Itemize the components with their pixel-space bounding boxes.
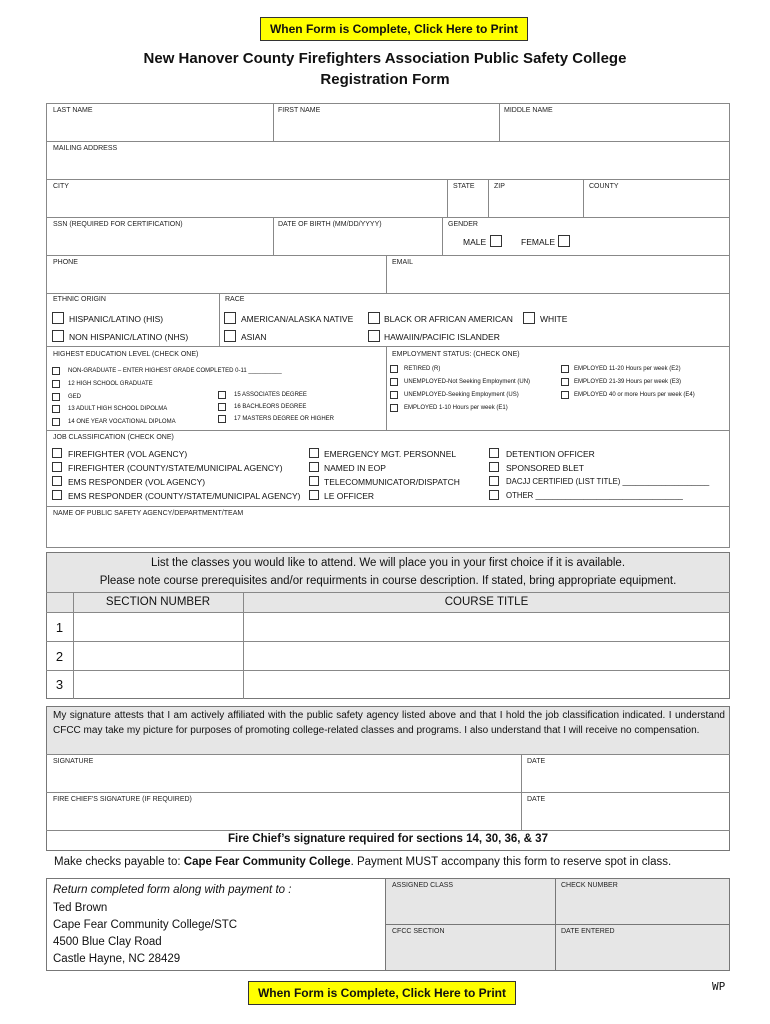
signature-date-field[interactable] [522,767,728,791]
signature-date-label: DATE [527,758,546,765]
non-hispanic-label: NON HISPANIC/LATINO (NHS) [69,332,189,342]
emp-e4-label: EMPLOYED 40 or more Hours per week (E4) [574,392,695,398]
emp-e2-label: EMPLOYED 11-20 Hours per week (E2) [574,366,681,372]
phone-field[interactable] [48,268,385,292]
job-other-label: OTHER __________________________________ [506,491,683,500]
emp-us-checkbox[interactable] [390,391,398,399]
edu-ged-label: GED [68,394,82,400]
class-row-3-number: 3 [55,677,64,692]
race-white-label: WHITE [540,314,568,324]
hispanic-checkbox[interactable] [52,312,64,324]
signature-field[interactable] [48,767,520,791]
course-title-field-1[interactable] [245,614,728,640]
education-label: HIGHEST EDUCATION LEVEL (CHECK ONE) [53,351,199,358]
zip-field[interactable] [489,192,582,216]
edu-bachelors-checkbox[interactable] [218,403,226,411]
race-hawaiian-label: HAWAIIN/PACIFIC ISLANDER [384,332,500,342]
job-emergency-mgt-label: EMERGENCY MGT. PERSONNEL [324,449,457,459]
race-white-checkbox[interactable] [523,312,535,324]
male-label: MALE [463,237,487,247]
race-asian-label: ASIAN [241,332,267,342]
section-number-header: SECTION NUMBER [105,596,211,608]
job-ff-county-checkbox[interactable] [52,462,62,472]
course-title-field-2[interactable] [245,643,728,669]
job-ff-vol-checkbox[interactable] [52,448,62,458]
ethnic-origin-label: ETHNIC ORIGIN [53,296,106,303]
assigned-class-label: ASSIGNED CLASS [392,882,454,889]
cfcc-section-label: CFCC SECTION [392,928,445,935]
female-label: FEMALE [521,237,556,247]
signature-label: SIGNATURE [53,758,94,765]
classes-intro-line1: List the classes you would like to attend. We will place you in your first choice if it is available. [150,557,626,569]
payment-payee: Cape Fear Community College [183,856,351,868]
payment-suffix: . Payment MUST accompany this form to reserve spot in class. [350,856,672,868]
emp-e1-label: EMPLOYED 1-10 Hours per week (E1) [404,405,508,411]
job-eop-checkbox[interactable] [309,462,319,472]
job-ems-vol-label: EMS RESPONDER (VOL AGENCY) [68,477,206,487]
first-name-field[interactable] [274,116,498,140]
job-detention-checkbox[interactable] [489,448,499,458]
edu-ged-checkbox[interactable] [52,393,60,401]
mailing-address-label: MAILING ADDRESS [53,145,118,152]
job-le-officer-label: LE OFFICER [324,491,375,501]
dob-label: DATE OF BIRTH (MM/DD/YYYY) [278,221,382,228]
footer-code: WP [712,980,726,993]
job-blet-checkbox[interactable] [489,462,499,472]
non-hispanic-checkbox[interactable] [52,330,64,342]
emp-e1-checkbox[interactable] [390,404,398,412]
chief-date-label: DATE [527,796,546,803]
job-other-checkbox[interactable] [489,490,499,500]
mailing-address-field[interactable] [48,154,728,178]
class-row-1-number: 1 [55,620,64,635]
zip-label: ZIP [494,183,505,190]
female-checkbox[interactable] [558,235,570,247]
edu-nongrad-checkbox[interactable] [52,367,60,375]
hispanic-label: HISPANIC/LATINO (HIS) [69,314,164,324]
job-dacjj-checkbox[interactable] [489,476,499,486]
check-number-label: CHECK NUMBER [561,882,618,889]
middle-name-label: MIDDLE NAME [504,107,553,114]
state-label: STATE [453,183,475,190]
job-emergency-mgt-checkbox[interactable] [309,448,319,458]
form-subtitle: Registration Form [320,71,450,88]
job-detention-label: DETENTION OFFICER [506,449,595,459]
date-entered-label: DATE ENTERED [561,928,615,935]
job-classification-label: JOB CLASSIFICATION (CHECK ONE) [53,434,174,441]
first-name-label: FIRST NAME [278,107,321,114]
emp-e3-checkbox[interactable] [561,378,569,386]
last-name-field[interactable] [48,116,272,140]
form-title: New Hanover County Firefighters Association Public Safety College [143,50,627,67]
job-ff-county-label: FIREFIGHTER (COUNTY/STATE/MUNICIPAL AGENCY) [68,463,283,473]
last-name-label: LAST NAME [53,107,93,114]
male-checkbox[interactable] [490,235,502,247]
county-field[interactable] [584,192,728,216]
job-ems-county-label: EMS RESPONDER (COUNTY/STATE/MUNICIPAL AGENCY) [68,491,301,501]
course-title-header: COURSE TITLE [444,596,529,608]
edu-adult-hs-label: 13 ADULT HIGH SCHOOL DIPOLMA [68,406,168,412]
return-heading: Return completed form along with payment to : [53,884,292,896]
edu-bachelors-label: 16 BACHLEORS DEGREE [234,404,307,410]
print-button-top[interactable]: When Form is Complete, Click Here to Print [260,17,528,41]
job-eop-label: NAMED IN EOP [324,463,386,473]
edu-hs-label: 12 HIGH SCHOOL GRADUATE [68,381,153,387]
class-row-2-number: 2 [55,649,64,664]
dob-field[interactable] [274,230,441,254]
course-title-field-3[interactable] [245,672,728,698]
signature-statement: My signature attests that I am actively affiliated with the public safety agency listed above and that I hold the job classification indicated. I understand CFCC may take my picture for purposes of promoting college-related classes and programs. I also understand that I will receive no compensation. [53,710,725,736]
race-black-label: BLACK OR AFRICAN AMERICAN [384,314,513,324]
classes-intro-line2: Please note course prerequisites and/or requirments in course description. If stated, bring appropriate equipment. [99,575,677,587]
edu-masters-checkbox[interactable] [218,415,226,423]
emp-e3-label: EMPLOYED 21-39 Hours per week (E3) [574,379,682,385]
payment-note [54,856,671,868]
edu-associates-checkbox[interactable] [218,391,226,399]
ssn-field[interactable] [48,230,272,254]
return-line-2: Cape Fear Community College/STC [53,919,238,931]
agency-field[interactable] [48,520,728,546]
emp-e2-checkbox[interactable] [561,365,569,373]
city-label: CITY [53,183,69,190]
ssn-label: SSN (REQUIRED FOR CERTIFICATION) [53,221,183,228]
agency-label: NAME OF PUBLIC SAFETY AGENCY/DEPARTMENT/TEAM [53,510,244,517]
return-line-1: Ted Brown [53,902,108,914]
emp-retired-checkbox[interactable] [390,365,398,373]
race-label: RACE [225,296,245,303]
email-label: EMAIL [392,259,414,266]
city-field[interactable] [48,192,446,216]
job-le-officer-checkbox[interactable] [309,490,319,500]
job-ff-vol-label: FIREFIGHTER (VOL AGENCY) [68,449,188,459]
chief-signature-label: FIRE CHIEF'S SIGNATURE (IF REQUIRED) [53,796,192,803]
job-blet-label: SPONSORED BLET [506,463,584,473]
gender-label: GENDER [448,221,478,228]
employment-label: EMPLOYMENT STATUS: (CHECK ONE) [392,351,520,358]
emp-un-checkbox[interactable] [390,378,398,386]
race-black-checkbox[interactable] [368,312,380,324]
edu-adult-hs-checkbox[interactable] [52,405,60,413]
race-hawaiian-checkbox[interactable] [368,330,380,342]
edu-masters-label: 17 MASTERS DEGREE OR HIGHER [234,416,335,422]
emp-retired-label: RETIRED (R) [404,366,441,372]
print-button-bottom[interactable]: When Form is Complete, Click Here to Print [248,981,516,1005]
race-asian-checkbox[interactable] [224,330,236,342]
job-ems-vol-checkbox[interactable] [52,476,62,486]
payment-prefix: Make checks payable to: [54,856,184,868]
race-native-checkbox[interactable] [224,312,236,324]
emp-un-label: UNEMPLOYED-Not Seeking Employment (UN) [404,379,531,385]
section-number-field-3[interactable] [75,672,241,698]
county-label: COUNTY [589,183,619,190]
section-number-field-1[interactable] [75,614,241,640]
emp-us-label: UNEMPLOYED-Seeking Employment (US) [404,392,519,398]
chief-signature-field[interactable] [48,805,520,829]
middle-name-field[interactable] [500,116,728,140]
edu-hs-checkbox[interactable] [52,380,60,388]
job-telecom-checkbox[interactable] [309,476,319,486]
section-number-field-2[interactable] [75,643,241,669]
job-ems-county-checkbox[interactable] [52,490,62,500]
phone-label: PHONE [53,259,78,266]
state-field[interactable] [448,192,487,216]
email-field[interactable] [387,268,728,292]
chief-required-note: Fire Chief’s signature required for sections 14, 30, 36, & 37 [228,833,548,845]
return-line-4: Castle Hayne, NC 28429 [53,953,181,965]
job-telecom-label: TELECOMMUNICATOR/DISPATCH [324,477,460,487]
edu-vocational-checkbox[interactable] [52,418,60,426]
chief-date-field[interactable] [522,805,728,829]
edu-nongrad-label: NON-GRADUATE – ENTER HIGHEST GRADE COMPLETED 0-11 __________ [68,368,282,374]
emp-e4-checkbox[interactable] [561,391,569,399]
edu-associates-label: 15 ASSOCIATES DEGREE [234,392,307,398]
job-dacjj-label: DACJJ CERTIFIED (LIST TITLE) ____________________ [506,477,710,486]
race-native-label: AMERICAN/ALASKA NATIVE [241,314,354,324]
edu-vocational-label: 14 ONE YEAR VOCATIONAL DIPLOMA [68,419,176,425]
return-line-3: 4500 Blue Clay Road [53,936,162,948]
